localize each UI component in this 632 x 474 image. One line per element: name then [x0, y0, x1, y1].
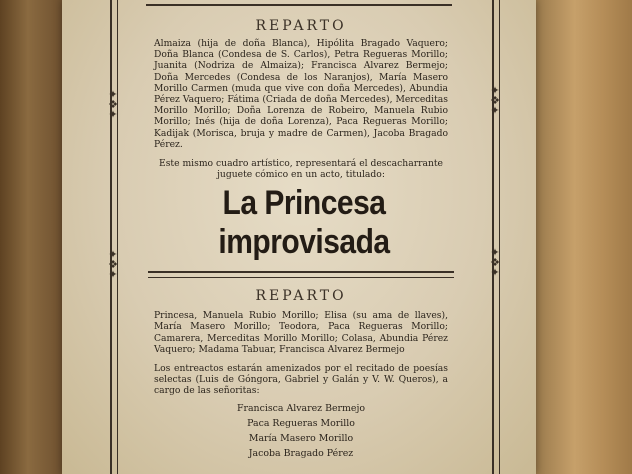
- left-ornament-bottom: ✦ ❖ ✦: [108, 248, 118, 281]
- title-divider: [148, 271, 454, 278]
- left-ornament-top: ✦ ❖ ✦: [108, 88, 118, 121]
- cast-heading-2: REPARTO: [255, 288, 347, 305]
- wooden-table-right: [536, 0, 632, 474]
- reciters-list: [154, 401, 448, 461]
- cast-list-1: Almaiza (hija de doña Blanca), Hipólita Bragado Vaquero; Doña Blanca (Condesa de S. Carlos), Petra Regueras Morillo; Juanita (Nodriza de Almaiza); Francisca Alvarez Bermejo; Doña Mercedes (Condesa de los Naranjos), María Masero Morillo Carmen (muda que vive con doña Mercedes), Abundia Pérez Vaquero; Fátima (Criada de doña Mercedes), Merceditas Morillo Morillo; Doña Lorenza de Robeiro, Manuela Rubio Morillo; Inés (hija de doña Lorenza), Paca Regueras Morillo; Kadijak (Morisca, bruja y madre de Carmen), Jacoba Bragado Pérez.: [154, 38, 448, 150]
- theater-program-sheet: [62, 0, 536, 474]
- left-border-frame: [110, 0, 118, 474]
- cast-heading-1: REPARTO: [255, 18, 347, 34]
- interludes-text: Los entreactos estarán amenizados por el recitado de poesías selectas (Luis de Góngora, Gabriel y Galán y V. W. Queros), a cargo de las señoritas:: [154, 363, 448, 397]
- reciter-name: Jacoba Bragado Pérez: [248, 447, 354, 459]
- reciter-name: María Masero Morillo: [248, 432, 354, 444]
- wooden-table-left: [0, 0, 62, 474]
- right-border-frame: [492, 0, 500, 474]
- reciter-name: Paca Regueras Morillo: [247, 417, 355, 429]
- reciter-name: Francisca Alvarez Bermejo: [236, 402, 365, 414]
- right-ornament-bottom: ✦ ❖ ✦: [490, 246, 500, 279]
- program-content: [154, 8, 448, 461]
- right-ornament-top: ✦ ❖ ✦: [490, 84, 500, 117]
- play-title: La Princesa improvisada: [218, 184, 390, 262]
- intro-text: Este mismo cuadro artístico, representará el descacharrante juguete cómico en un acto, titulado:: [159, 158, 443, 181]
- cast-list-2: Princesa, Manuela Rubio Morillo; Elisa (su ama de llaves), María Masero Morillo; Teodora, Paca Regueras Morillo; Camarera, Merceditas Morillo Morillo; Colasa, Abundia Pérez Vaquero; Madama Tabuar, Francisca Alvarez Bermejo: [154, 310, 448, 355]
